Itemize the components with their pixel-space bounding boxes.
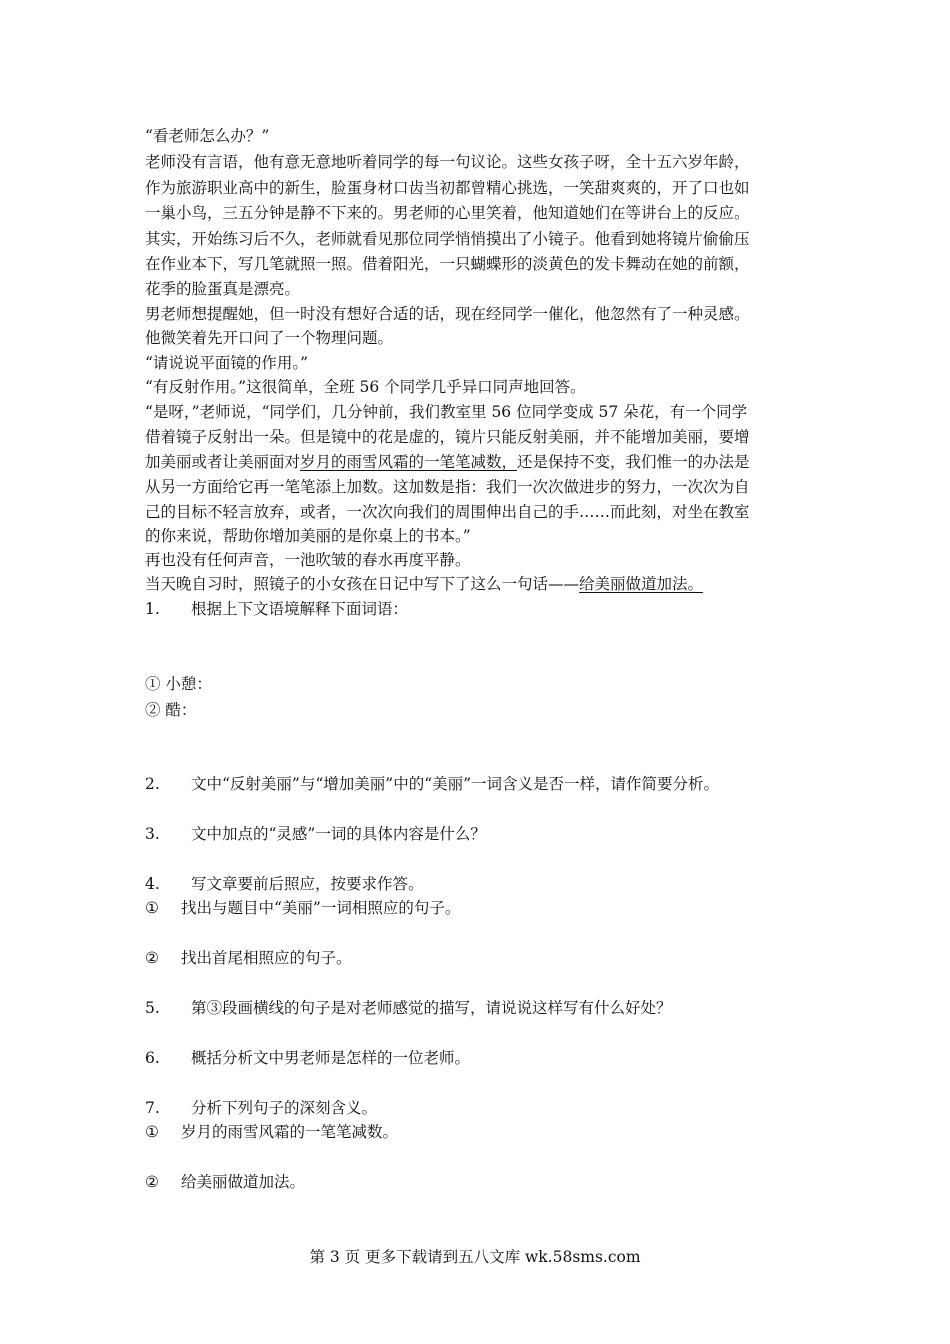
sub-question-text: 找出首尾相照应的句子。: [181, 949, 352, 967]
underlined-sentence: 给美丽做道加法。: [579, 575, 704, 593]
passage-line-13: 借着镜子反射出一朵。但是镜中的花是虚的，镜片只能反射美丽，并不能增加美丽，要增: [145, 428, 750, 446]
question-6: [145, 1046, 815, 1070]
question-text: 文中加点的“灵感”一词的具体内容是什么？: [191, 825, 486, 843]
passage-line-4: 一巢小鸟，三五分钟是静不下来的。男老师的心里笑着，他知道她们在等讲台上的反应。: [145, 204, 750, 222]
passage-line-18: 再也没有任何声音，一池吹皱的春水再度平静。: [145, 551, 471, 569]
question-7: [145, 1096, 815, 1120]
passage-line-11: “有反射作用。”这很简单，全班 56 个同学几乎异口同声地回答。: [145, 378, 586, 396]
page-footer: 第 3 页 更多下载请到五八文库 wk.58sms.com: [309, 1248, 641, 1266]
question-text: 写文章要前后照应，按要求作答。: [191, 875, 424, 893]
question-7-item-1: [145, 1120, 815, 1144]
sub-question-number: ②: [145, 1173, 159, 1191]
question-1: [145, 597, 815, 621]
question-2: [145, 772, 815, 796]
passage-line-14: [145, 450, 815, 474]
passage-line-17: 的你来说，帮助你增加美丽的是你桌上的书本。”: [145, 527, 471, 545]
sub-question-number: ①: [145, 899, 159, 917]
passage-line-6: 在作业本下，写几笔就照一照。借着阳光，一只蝴蝶形的淡黄色的发卡舞动在她的前额，: [145, 255, 750, 273]
passage-line-19: [145, 572, 815, 596]
question-text: 概括分析文中男老师是怎样的一位老师。: [191, 1049, 471, 1067]
passage-line-15: 从另一方面给它再一笔笔添上加数。这加数是指：我们一次次做进步的努力，一次次为自: [145, 478, 750, 496]
question-4-item-1: [145, 896, 815, 920]
question-number: 6.: [145, 1049, 160, 1067]
passage-text: 加美丽或者让美丽面对: [145, 453, 301, 471]
question-number: 2.: [145, 775, 160, 793]
passage-line-2: 老师没有言语，他有意无意地听着同学的每一句议论。这些女孩子呀，全十五六岁年龄，: [145, 153, 750, 171]
passage-line-1: “看老师怎么办？”: [145, 127, 270, 145]
passage-line-10: “请说说平面镜的作用。”: [145, 354, 309, 372]
passage-line-12: “是呀，”老师说，“同学们，几分钟前，我们教室里 56 位同学变成 57 朵花，有一个同学: [145, 403, 748, 421]
question-number: 5.: [145, 999, 160, 1017]
question-4: [145, 872, 815, 896]
question-number: 1.: [145, 600, 160, 618]
question-3: [145, 822, 815, 846]
question-number: 7.: [145, 1099, 160, 1117]
passage-text: 当天晚自习时，照镜子的小女孩在日记中写下了这么一句话——: [145, 575, 580, 593]
passage-line-3: 作为旅游职业高中的新生，脸蛋身材口齿当初都曾精心挑选，一笑甜爽爽的，开了口也如: [145, 179, 750, 197]
underlined-sentence: 岁月的雨雪风霜的一笔笔减数，: [300, 453, 518, 471]
passage-line-9: 他微笑着先开口问了一个物理问题。: [145, 329, 394, 347]
sub-question-text: 给美丽做道加法。: [181, 1173, 306, 1191]
question-text: 根据上下文语境解释下面词语：: [191, 600, 409, 618]
passage-line-7: 花季的脸蛋真是漂亮。: [145, 280, 301, 298]
sub-question-text: 找出与题目中“美丽”一词相照应的句子。: [181, 899, 461, 917]
question-1-item-1: ① 小憩：: [145, 675, 212, 693]
question-text: 文中“反射美丽”与“增加美丽”中的“美丽”一词含义是否一样，请作简要分析。: [191, 775, 720, 793]
question-5: [145, 996, 815, 1020]
question-text: 分析下列句子的深刻含义。: [191, 1099, 378, 1117]
passage-text: 还是保持不变，我们惟一的办法是: [517, 453, 750, 471]
question-7-item-2: [145, 1170, 815, 1194]
sub-question-text: 岁月的雨雪风霜的一笔笔减数。: [181, 1123, 399, 1141]
question-number: 3.: [145, 825, 160, 843]
sub-question-number: ①: [145, 1123, 159, 1141]
question-text: 第③段画横线的句子是对老师感觉的描写，请说说这样写有什么好处？: [191, 999, 672, 1017]
question-1-item-2: ② 酷：: [145, 701, 197, 719]
question-number: 4.: [145, 875, 160, 893]
passage-line-8: 男老师想提醒她，但一时没有想好合适的话，现在经同学一催化，他忽然有了一种灵感。: [145, 305, 750, 323]
passage-line-16: 己的目标不轻言放弃，或者，一次次向我们的周围伸出自己的手……而此刻，对坐在教室: [145, 503, 750, 521]
question-4-item-2: [145, 946, 815, 970]
sub-question-number: ②: [145, 949, 159, 967]
passage-line-5: 其实，开始练习后不久，老师就看见那位同学悄悄摸出了小镜子。他看到她将镜片偷偷压: [145, 230, 750, 248]
